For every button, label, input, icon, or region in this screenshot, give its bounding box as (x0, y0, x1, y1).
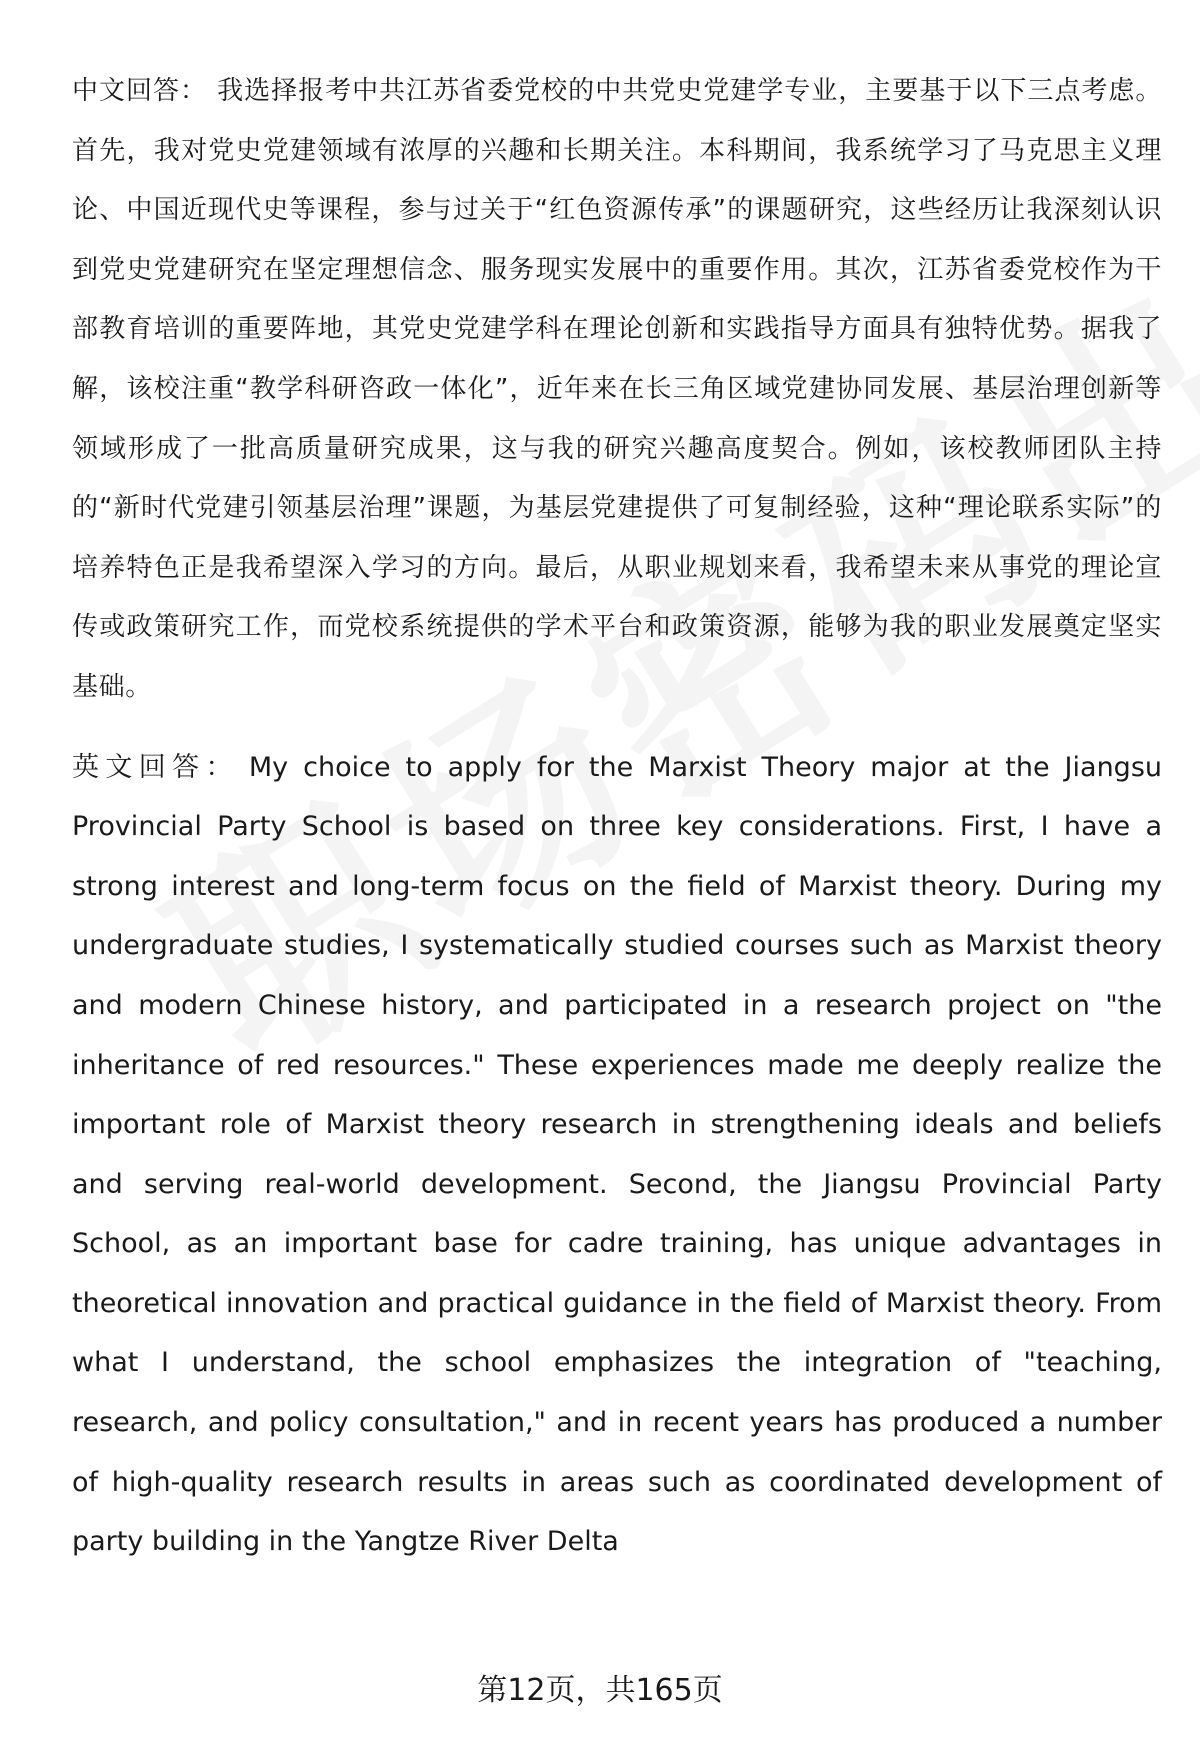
document-page (72, 62, 1162, 1572)
page-number-footer: 第12页，共165页 (477, 1673, 723, 1708)
english-answer-label: 英文回答： (72, 751, 239, 783)
chinese-answer-label: 中文回答： (72, 76, 208, 106)
english-answer-text: My choice to apply for the Marxist Theory major at the Jiangsu Provincial Party School is based on three key considerations. First, I have a strong interest and long-term focus on the field of Marxist theory. During my undergraduate studies, I systematically studied courses such as Marxist theory and modern Chinese history, and participated in a research project on "the inheritance of red resources." These experiences made me deeply realize the important role of Marxist theory research in strengthening ideals and beliefs and serving real-world development. Second, the Jiangsu Provincial Party School, as an important base for cadre training, has unique advantages in theoretical innovation and practical guidance in the field of Marxist theory. From what I understand, the school emphasizes the integration of "teaching, research, and policy consultation," and in recent years has produced a number of high-quality research results in areas such as coordinated development of party building in the Yangtze River Delta (72, 751, 1162, 1558)
chinese-answer-text: 我选择报考中共江苏省委党校的中共党史党建学专业，主要基于以下三点考虑。首先，我对党史党建领域有浓厚的兴趣和长期关注。本科期间，我系统学习了马克思主义理论、中国近现代史等课程，参与过关于“红色资源传承”的课题研究，这些经历让我深刻认识到党史党建研究在坚定理想信念、服务现实发展中的重要作用。其次，江苏省委党校作为干部教育培训的重要阵地，其党史党建学科在理论创新和实践指导方面具有独特优势。据我了解，该校注重“教学科研咨政一体化”，近年来在长三角区域党建协同发展、基层治理创新等领域形成了一批高质量研究成果，这与我的研究兴趣高度契合。例如，该校教师团队主持的“新时代党建引领基层治理”课题，为基层党建提供了可复制经验，这种“理论联系实际”的培养特色正是我希望深入学习的方向。最后，从职业规划来看，我希望未来从事党的理论宣传或政策研究工作，而党校系统提供的学术平台和政策资源，能够为我的职业发展奠定坚实基础。 (72, 76, 1162, 702)
chinese-answer-paragraph (72, 62, 1162, 718)
english-answer-paragraph (72, 738, 1162, 1572)
